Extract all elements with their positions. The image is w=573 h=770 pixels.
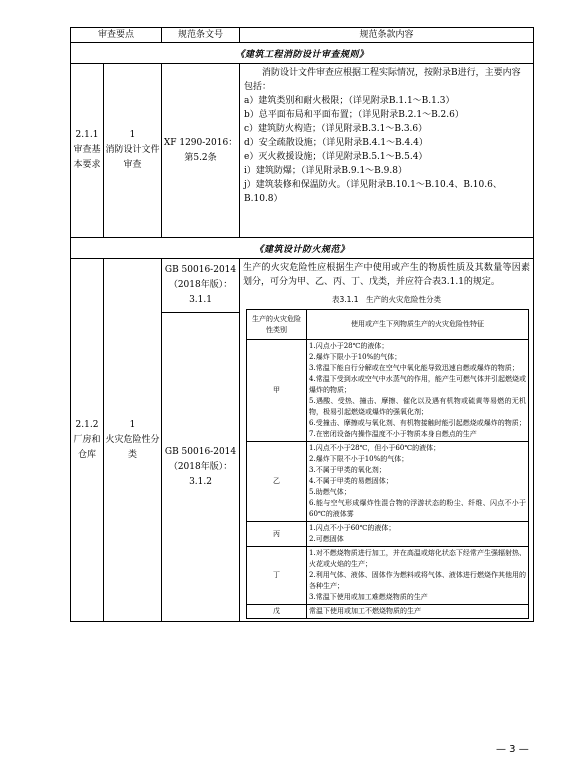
header-review-points: 审查要点 bbox=[71, 28, 162, 43]
sub-item-name: 火灾危险性分类 bbox=[105, 434, 160, 460]
section-title-fire-code: 《建筑设计防火规范》 bbox=[71, 238, 534, 259]
item-name: 厂房和仓库 bbox=[73, 434, 101, 460]
class-label: 丁 bbox=[247, 547, 307, 605]
feature-item: 2.利用气体、液体、固体作为燃料或将气体、液体进行燃烧作其他用的各种生产； bbox=[309, 571, 527, 590]
clause-number-cell-3-1-1: GB 50016-2014（2018年版）：3.1.1 bbox=[162, 259, 240, 313]
item-code: 2.1.2 bbox=[75, 419, 99, 430]
feature-item: 2.可燃固体 bbox=[309, 535, 344, 543]
section-row-fire-code bbox=[71, 238, 534, 259]
class-features bbox=[307, 340, 529, 442]
list-item: j）建筑装修和保温防火。（详见附录B.10.1～B.10.4、B.10.6、B.10.8） bbox=[244, 180, 502, 204]
header-clause-content: 规范条款内容 bbox=[240, 28, 534, 43]
section-row-review-rules bbox=[71, 43, 534, 64]
table-header-row bbox=[71, 28, 534, 43]
feature-item: 3.常温下能自行分解或在空气中氧化能导致迅速自燃或爆炸的物质； bbox=[309, 364, 519, 372]
regulation-table bbox=[70, 27, 534, 622]
table-row-class-ding bbox=[247, 547, 529, 605]
feature-item: 1.对不燃烧物质进行加工，并在高温或熔化状态下经常产生强辐射热、火花或火焰的生产； bbox=[309, 549, 527, 568]
class-label: 乙 bbox=[247, 442, 307, 522]
sub-item-number: 1 bbox=[129, 419, 136, 430]
feature-item: 6.受撞击、摩擦或与氧化剂、有机物接触时能引起燃烧或爆炸的物质； bbox=[309, 419, 526, 427]
header-clause-number: 规范条文号 bbox=[162, 28, 240, 43]
sub-item-cell bbox=[104, 259, 162, 622]
class-label: 丙 bbox=[247, 522, 307, 547]
feature-item: 6.能与空气形成爆炸性混合物的浮游状态的粉尘、纤维、闪点不小于60℃的液体雾 bbox=[309, 499, 527, 518]
list-item: i）建筑防爆；（详见附录B.9.1～B.9.8） bbox=[244, 166, 407, 176]
feature-item: 3.不属于甲类的氧化剂； bbox=[309, 466, 386, 474]
feature-item: 常温下使用或加工不燃烧物质的生产 bbox=[309, 607, 422, 615]
class-features bbox=[307, 547, 529, 605]
clause-content-cell bbox=[240, 64, 534, 238]
list-item: c）建筑防火构造；（详见附录B.3.1～B.3.6） bbox=[244, 124, 428, 134]
list-item: d）安全疏散设施；（详见附录B.4.1～B.4.4） bbox=[244, 138, 428, 148]
table-caption: 表3.1.1 生产的火灾危险性分类 bbox=[331, 295, 442, 304]
table-row-class-bing bbox=[247, 522, 529, 547]
inner-header-feature: 使用或产生下列物质生产的火灾危险性特征 bbox=[307, 310, 529, 340]
class-features bbox=[307, 522, 529, 547]
class-features bbox=[307, 442, 529, 522]
list-item: b）总平面布局和平面布置；（详见附录B.2.1～B.2.6） bbox=[244, 110, 464, 120]
feature-item: 2.爆炸下限不小于10%的气体； bbox=[309, 455, 409, 463]
item-cell-2-1-2 bbox=[71, 259, 104, 622]
hazard-classification-table bbox=[246, 309, 529, 619]
feature-item: 2.爆炸下限小于10%的气体； bbox=[309, 353, 402, 361]
feature-item: 1.闪点小于28℃的液体； bbox=[309, 342, 389, 350]
list-item: e）灭火救援设施；（详见附录B.5.1～B.5.4） bbox=[244, 152, 428, 162]
feature-item: 4.常温下受到水或空气中水蒸气的作用，能产生可燃气体并引起燃烧或爆炸的物质； bbox=[309, 375, 527, 394]
feature-item: 1.闪点不小于60℃的液体； bbox=[309, 524, 396, 532]
table-row-2-1-1 bbox=[71, 64, 534, 238]
feature-item: 5.助燃气体； bbox=[309, 488, 351, 496]
clause-number-cell-3-1-2: GB 50016-2014（2018年版）：3.1.2 bbox=[162, 313, 240, 622]
feature-item: 7.在密闭设备内操作温度不小于物质本身自燃点的生产 bbox=[309, 430, 477, 438]
class-label: 戊 bbox=[247, 605, 307, 619]
feature-item: 5.遇酸、受热、撞击、摩擦、催化以及遇有机物或硫黄等易燃的无机物，极易引起燃烧或爆炸的强氧化剂； bbox=[309, 397, 527, 416]
item-cell-2-1-1 bbox=[71, 64, 104, 238]
clause-number-cell: XF 1290-2016：第5.2条 bbox=[162, 64, 240, 238]
table-row-class-yi bbox=[247, 442, 529, 522]
table-row-class-wu bbox=[247, 605, 529, 619]
table-row-2-1-2-a bbox=[71, 259, 534, 313]
section-title-review-rules: 《建筑工程消防设计审查规则》 bbox=[71, 43, 534, 64]
clause-intro: 消防设计文件审查应根据工程实际情况，按附录B进行，主要内容包括： bbox=[244, 68, 521, 92]
clause-content-cell-3-1 bbox=[240, 259, 534, 622]
class-features bbox=[307, 605, 529, 619]
sub-item-name: 消防设计文件审查 bbox=[105, 145, 160, 170]
feature-item: 3.常温下使用或加工难燃烧物质的生产 bbox=[309, 593, 428, 601]
page-number: — 3 — bbox=[496, 744, 529, 755]
table-row-class-jia bbox=[247, 340, 529, 442]
inner-header-class: 生产的火灾危险性类别 bbox=[247, 310, 307, 340]
class-label: 甲 bbox=[247, 340, 307, 442]
sub-item-number: 1 bbox=[129, 130, 136, 140]
list-item: a）建筑类别和耐火极限；（详见附录B.1.1～B.1.3） bbox=[244, 96, 455, 106]
item-name: 审查基本要求 bbox=[73, 145, 101, 170]
feature-item: 4.不属于甲类的易燃固体； bbox=[309, 477, 393, 485]
clause-text-3-1-1: 生产的火灾危险性应根据生产中使用或产生的物质性质及其数量等因素划分，可分为甲、乙、丙、丁、戊类，并应符合表3.1.1的规定。 bbox=[243, 263, 531, 287]
item-code: 2.1.1 bbox=[75, 130, 99, 140]
inner-table-header bbox=[247, 310, 529, 340]
sub-item-cell bbox=[104, 64, 162, 238]
feature-item: 1.闪点不小于28℃，但小于60℃的液体； bbox=[309, 444, 441, 452]
